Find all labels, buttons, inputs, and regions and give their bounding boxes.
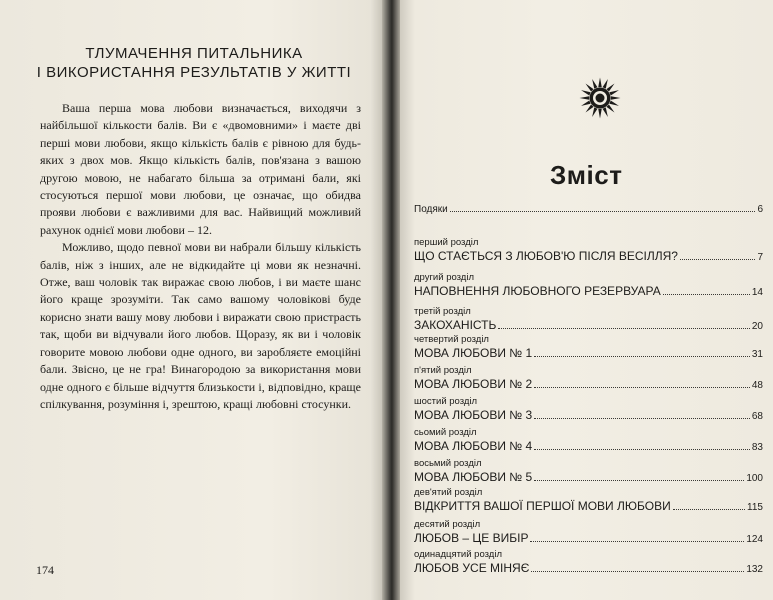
toc-leader-dots: [534, 418, 750, 419]
toc-leader-dots: [534, 356, 750, 357]
toc-title: Зміст: [550, 160, 623, 190]
toc-line: [414, 470, 763, 486]
toc-page-number: 132: [746, 564, 763, 575]
toc-page-number: 48: [751, 380, 763, 391]
toc-chapter-title: НАПОВНЕННЯ ЛЮБОВНОГО РЕЗЕРВУАРА: [414, 284, 661, 298]
toc-line: [414, 318, 763, 334]
sun-rosette-icon: [579, 77, 621, 119]
toc-chapter-title: МОВА ЛЮБОВИ № 3: [414, 408, 533, 422]
toc-page-number: 68: [751, 411, 763, 422]
rosette-ray: [580, 96, 590, 100]
toc-chapter-title: ЗАКОХАНІСТЬ: [414, 318, 497, 332]
paragraph: Ваша перша мова любови визначається, виходячи з найбільшої кількости балів. Ви є «двомовними» і маєте дві перші мови любови, якщо кількість балів є рівною для будь-яких з двох мов. Якщо кількість балів, пов'язана з вашою другою мовою, не набагато більша за отримані бали, які стосуються першої мови любови, це означає, що обидва прояви любови є важливими для вас. Найвищий можливий рахунок однієї мови любови – 12.: [40, 101, 361, 237]
toc-leader-dots: [680, 259, 755, 260]
toc-chapter-number: сьомий розділ: [414, 427, 477, 438]
toc-leader-dots: [663, 294, 750, 295]
body-text: [40, 100, 361, 413]
paragraph: Можливо, щодо певної мови ви набрали більшу кількість балів, ніж з інших, але не відкидайте ці мови як незначні. Отже, ваш чоловік так виражає свою любов, і ви маєте шанс його краще зрозуміти. Так само вашому чоловікові буде корисно знати вашу мову любови і виражати свою пристрасть так, щоби ви відчували його любов. Щоразу, як ви і чоловік говорите мовою любови одне одного, ви заробляєте емоційні бали. Звісно, це не гра! Винагородою за використання мови одне одного є більше відчуття близькости і, відповідно, краще спілкування, розуміння і, зрештою, кращі любовні стосунки.: [40, 240, 361, 411]
toc-entry: [414, 306, 763, 334]
toc-line: [414, 499, 763, 515]
toc-chapter-number: десятий розділ: [414, 519, 481, 530]
toc-chapter-number: дев'ятий розділ: [414, 487, 483, 498]
toc-line: [414, 202, 763, 217]
toc-entry: [414, 458, 763, 486]
toc-chapter-title: ЛЮБОВ УСЕ МІНЯЄ: [414, 561, 530, 575]
toc-entry: [414, 549, 763, 577]
toc-entry: [414, 365, 763, 393]
rosette-ray: [592, 79, 597, 89]
toc-chapter-title: МОВА ЛЮБОВИ № 5: [414, 470, 533, 484]
rosette-ray: [606, 84, 614, 92]
toc-chapter-number: третій розділ: [414, 306, 471, 317]
toc-leader-dots: [673, 509, 745, 510]
toc-page-number: 7: [757, 252, 763, 263]
toc-entry: [414, 272, 763, 300]
toc-chapter-title: ЛЮБОВ – ЦЕ ВИБІР: [414, 531, 529, 545]
toc-entry: [414, 237, 763, 265]
toc-chapter-number: п'ятий розділ: [414, 365, 472, 376]
toc-chapter-title: МОВА ЛЮБОВИ № 2: [414, 377, 533, 391]
rosette-ray: [606, 104, 614, 112]
rosette-ray: [598, 109, 602, 119]
toc-leader-dots: [531, 571, 744, 572]
rosette-ray: [609, 90, 619, 95]
toc-leader-dots: [530, 541, 744, 542]
toc-entry: [414, 334, 763, 362]
section-title: [24, 44, 364, 82]
toc-chapter-title: ЩО СТАЄТЬСЯ З ЛЮБОВ'Ю ПІСЛЯ ВЕСІЛЛЯ?: [414, 249, 678, 263]
toc-line: [414, 408, 763, 424]
rosette-ray: [592, 107, 597, 117]
toc-leader-dots: [534, 480, 744, 481]
title-line: І ВИКОРИСТАННЯ РЕЗУЛЬТАТІВ У ЖИТТІ: [36, 64, 352, 81]
toc-chapter-number: другий розділ: [414, 272, 474, 283]
toc-leader-dots: [498, 328, 749, 329]
toc-entry: [414, 396, 763, 424]
toc-line: [414, 249, 763, 265]
toc-line: [414, 346, 763, 362]
toc-chapter-title: Подяки: [414, 204, 448, 215]
page-number: 174: [36, 563, 54, 577]
book-gutter: [382, 0, 400, 600]
toc-chapter-title: МОВА ЛЮБОВИ № 1: [414, 346, 533, 360]
toc-page-number: 31: [751, 349, 763, 360]
left-page: [0, 0, 382, 600]
toc-chapter-number: четвертий розділ: [414, 334, 489, 345]
toc-line: [414, 531, 763, 547]
rosette-ray: [586, 84, 594, 92]
toc-leader-dots: [534, 449, 750, 450]
rosette-ray: [603, 107, 608, 117]
rosette-ray: [586, 104, 594, 112]
toc-chapter-number: одинадцятий розділ: [414, 549, 502, 560]
toc-page-number: 83: [751, 442, 763, 453]
toc-entry: [414, 519, 763, 547]
toc-chapter-number: восьмий розділ: [414, 458, 482, 469]
title-line: ТЛУМАЧЕННЯ ПИТАЛЬНИКА: [85, 45, 303, 62]
rosette-ray: [581, 90, 591, 95]
toc-entry: [414, 487, 763, 515]
rosette-ray: [603, 79, 608, 89]
toc-chapter-number: шостий розділ: [414, 396, 478, 407]
toc-page-number: 124: [746, 534, 763, 545]
toc-entry: [414, 202, 763, 217]
toc-leader-dots: [450, 211, 756, 212]
rosette-ray: [611, 96, 621, 100]
toc-page-number: 20: [751, 321, 763, 332]
toc-line: [414, 561, 763, 577]
rosette-ray: [581, 101, 591, 106]
toc-page-number: 6: [757, 204, 763, 215]
rosette-ray: [609, 101, 619, 106]
toc-entry: [414, 427, 763, 455]
rosette-ray: [598, 78, 602, 88]
toc-line: [414, 284, 763, 300]
toc-line: [414, 439, 763, 455]
toc-chapter-title: МОВА ЛЮБОВИ № 4: [414, 439, 533, 453]
toc-page-number: 14: [751, 287, 763, 298]
toc-chapter-number: перший розділ: [414, 237, 479, 248]
right-page: [400, 0, 773, 600]
toc-line: [414, 377, 763, 393]
toc-chapter-title: ВІДКРИТТЯ ВАШОЇ ПЕРШОЇ МОВИ ЛЮБОВИ: [414, 499, 671, 513]
toc-page-number: 115: [747, 502, 763, 513]
toc-page-number: 100: [746, 473, 763, 484]
toc-leader-dots: [534, 387, 750, 388]
